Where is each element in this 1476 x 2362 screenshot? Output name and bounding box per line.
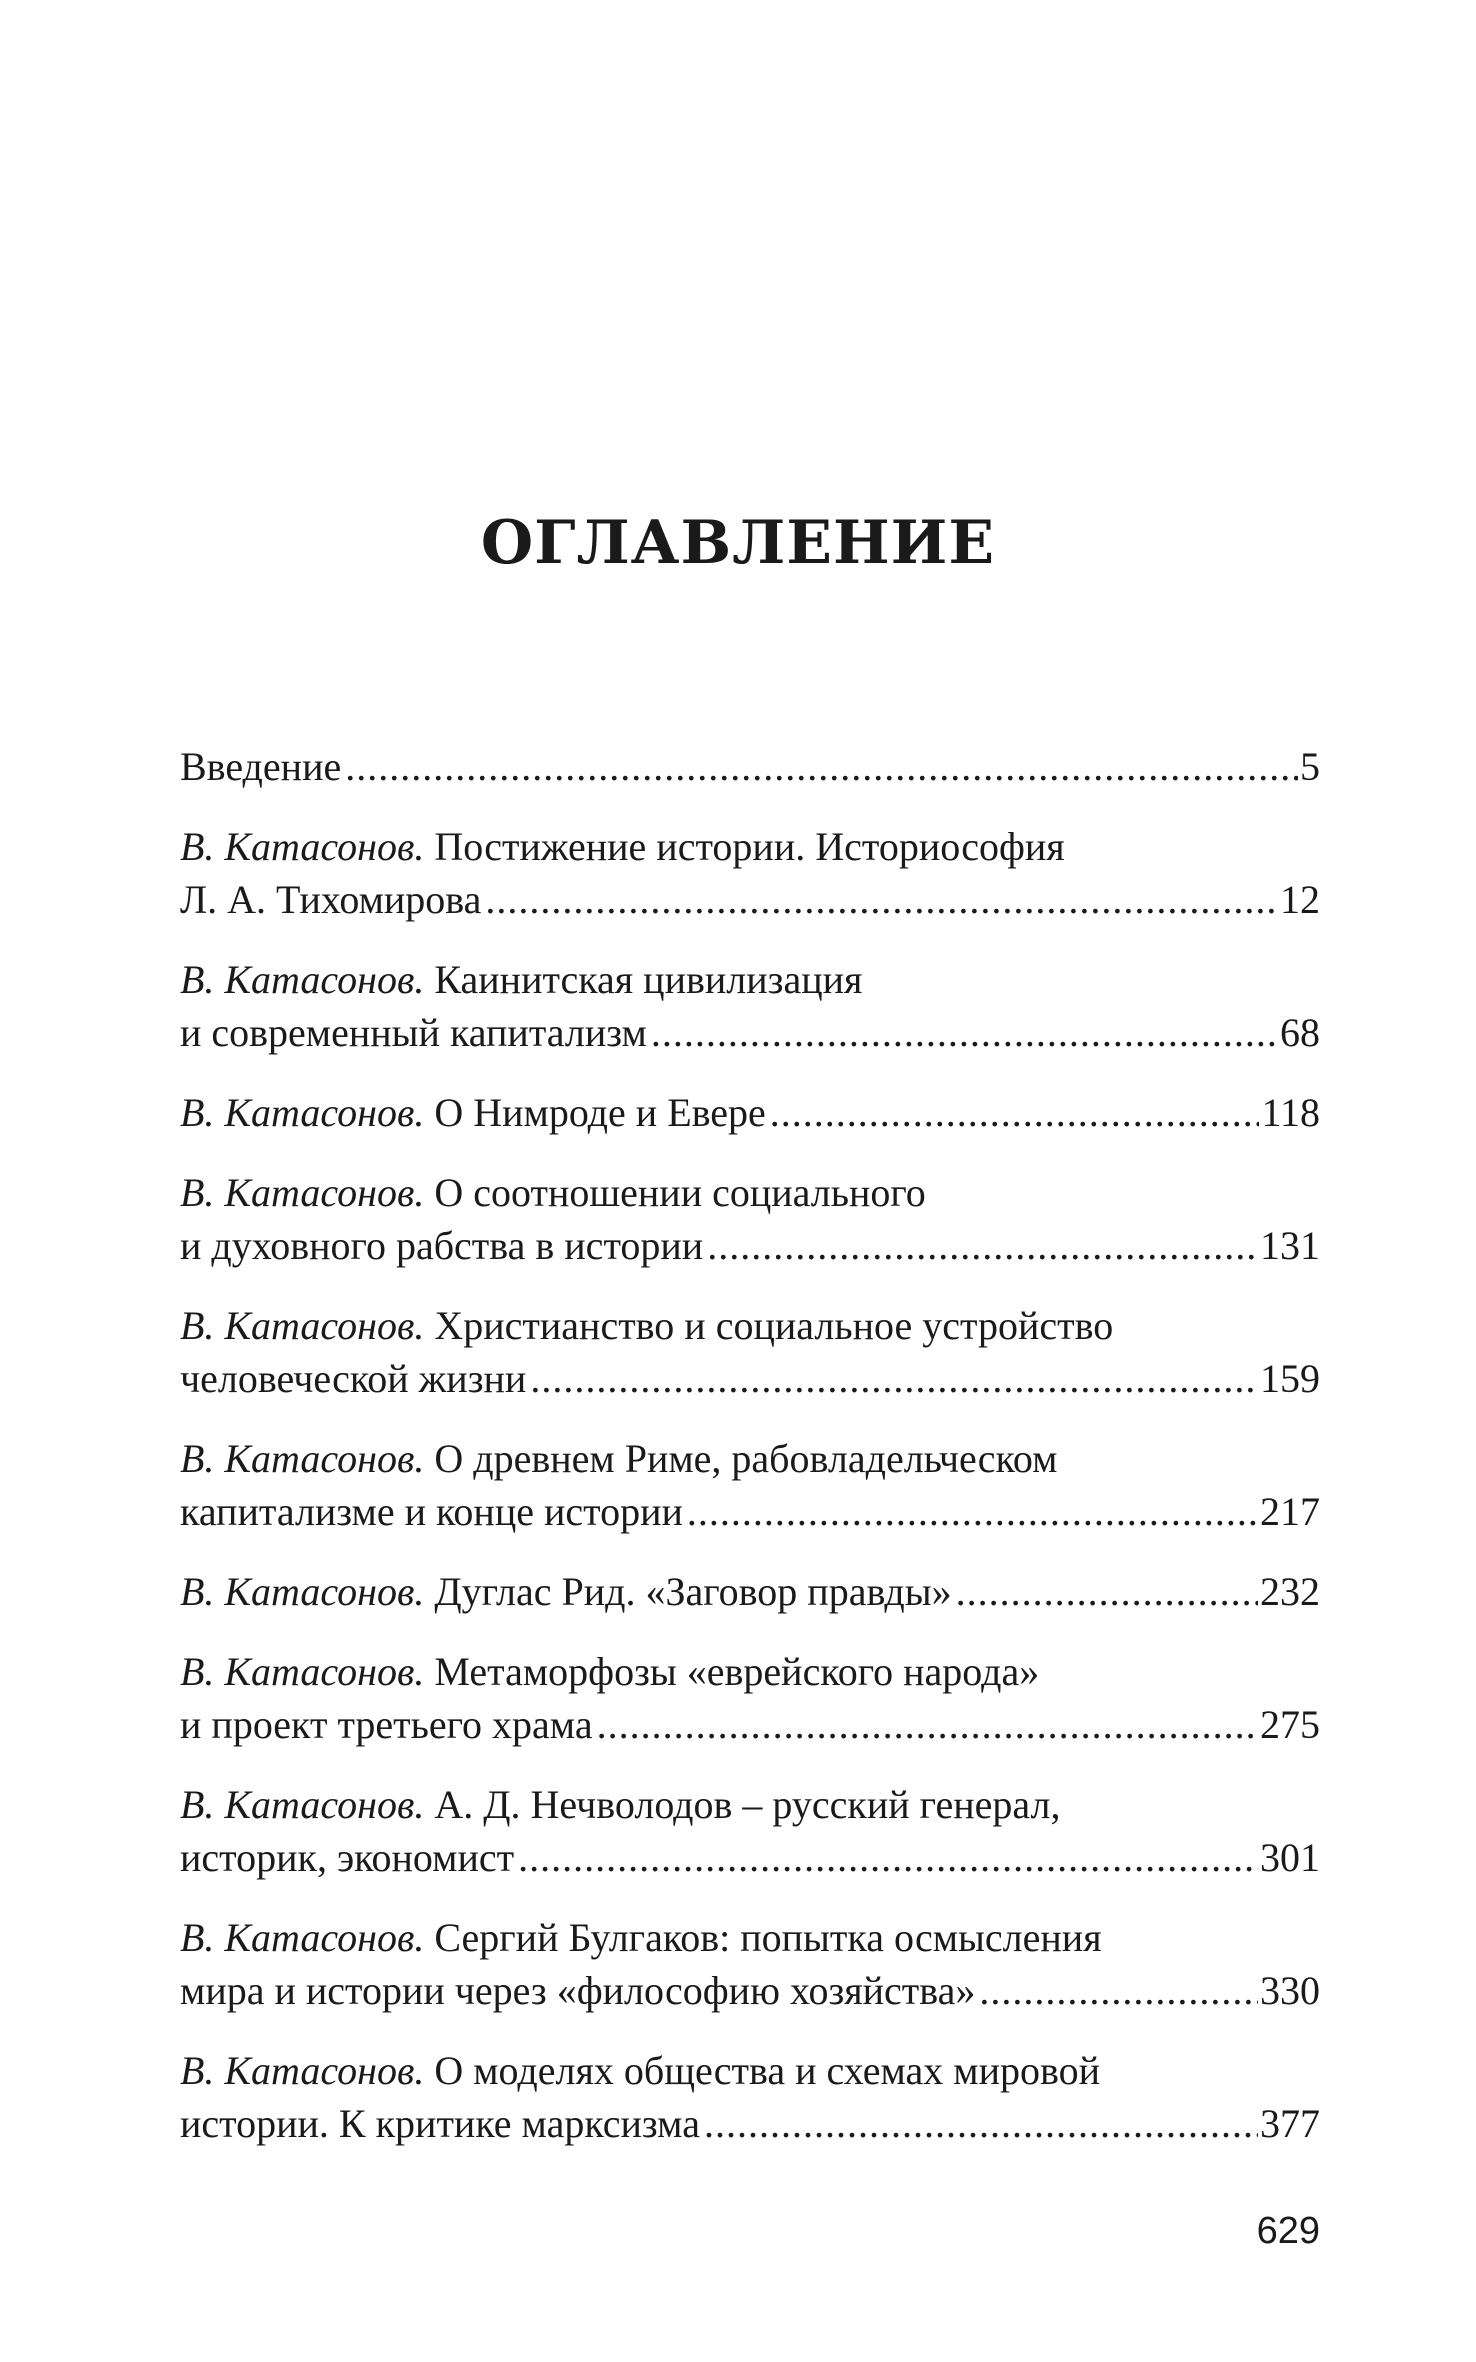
toc-entry-title: О древнем Риме, рабовладельческом [424,1436,1058,1481]
toc-author: В. Катасонов. [180,1170,425,1215]
toc-entry-title-continued: и проект третьего храма [180,1702,593,1747]
dot-leader [979,1964,1258,2017]
toc-author: В. Катасонов. [180,1569,425,1614]
toc-entry-line [180,1219,1320,1272]
toc-entry-line [180,2097,1320,2150]
dot-leader [770,1086,1260,1139]
toc-entry-title: Введение [180,744,342,789]
toc-entry-line [180,1698,1320,1751]
toc-page-number: 68 [1280,1010,1320,1055]
toc-entry [180,1086,1320,1139]
toc-entry-line [180,1432,1320,1485]
toc-page-number: 377 [1260,2101,1320,2146]
toc-entry-title: О Нимроде и Евере [424,1090,766,1135]
toc-entry-line [180,953,1320,1006]
toc-entry-line [180,1006,1320,1059]
toc-entry-title-continued: человеческой жизни [180,1356,527,1401]
toc-entry-title-continued: и современный капитализм [180,1010,647,1055]
toc-page-number: 159 [1260,1356,1320,1401]
toc-entry-line [180,1831,1320,1884]
toc-author: В. Катасонов. [180,1649,425,1694]
toc-entry-line [180,740,1320,793]
toc-entry [180,1565,1320,1618]
toc-page-number: 118 [1261,1090,1320,1135]
toc-entry-title-continued: капитализме и конце истории [180,1489,683,1534]
toc-entry [180,2044,1320,2150]
toc-author: В. Катасонов. [180,1303,425,1348]
toc-entry-title: Дуглас Рид. «Заговор правды» [424,1569,952,1614]
toc-entry [180,820,1320,926]
toc-entry-title: А. Д. Нечволодов – русский генерал, [424,1782,1061,1827]
toc-entry-title: Метаморфозы «еврейского народа» [424,1649,1040,1694]
toc-entry-line [180,1565,1320,1618]
toc-author: В. Катасонов. [180,1915,425,1960]
toc-entry-title: Сергий Булгаков: попытка осмысления [424,1915,1102,1960]
dot-leader [345,740,1298,793]
toc-entry-title: Постижение истории. Историософия [424,824,1065,869]
toc-entry [180,1645,1320,1751]
toc-entry [180,1299,1320,1405]
toc-entry-line [180,2044,1320,2097]
toc-entry-line [180,1086,1320,1139]
toc-entry-title: О соотношении социального [424,1170,926,1215]
toc-entry [180,1166,1320,1272]
table-of-contents [180,740,1320,2177]
toc-entry-line [180,1964,1320,2017]
toc-author: В. Катасонов. [180,1090,425,1135]
toc-entry-title-continued: мира и истории через «философию хозяйства» [180,1968,976,2013]
toc-entry-line [180,873,1320,926]
toc-author: В. Катасонов. [180,2048,425,2093]
toc-author: В. Катасонов. [180,1436,425,1481]
toc-entry-title-continued: и духовного рабства в истории [180,1223,704,1268]
toc-author: В. Катасонов. [180,824,425,869]
toc-entry-title-continued: Л. А. Тихомирова [180,877,482,922]
toc-page-number: 301 [1260,1835,1320,1880]
toc-entry [180,953,1320,1059]
toc-entry-line [180,1911,1320,1964]
toc-author: В. Катасонов. [180,957,425,1002]
toc-entry-line [180,1778,1320,1831]
toc-entry-line [180,1352,1320,1405]
toc-page-number: 131 [1260,1223,1320,1268]
toc-page-number: 275 [1260,1702,1320,1747]
dot-leader [704,2097,1258,2150]
toc-entry [180,1778,1320,1884]
toc-page-number: 217 [1260,1489,1320,1534]
toc-page-number: 5 [1300,744,1320,789]
toc-entry-line [180,1485,1320,1538]
toc-entry-title-continued: историк, экономист [180,1835,515,1880]
toc-entry-title: Христианство и социальное устройство [424,1303,1114,1348]
toc-entry-title: О моделях общества и схемах мировой [424,2048,1101,2093]
toc-entry [180,1432,1320,1538]
toc-entry-title: Каинитская цивилизация [424,957,863,1002]
dot-leader [687,1485,1258,1538]
dot-leader [530,1352,1258,1405]
toc-entry [180,1911,1320,2017]
page-title: ОГЛАВЛЕНИЕ [480,508,996,578]
dot-leader [485,873,1278,926]
toc-page-number: 232 [1260,1569,1320,1614]
toc-entry-title-continued: истории. К критике марксизма [180,2101,700,2146]
toc-entry [180,740,1320,793]
toc-entry-line [180,820,1320,873]
page-number: 629 [1256,2210,1320,2252]
toc-entry-line [180,1299,1320,1352]
dot-leader [518,1831,1258,1884]
toc-entry-line [180,1645,1320,1698]
toc-entry-line [180,1166,1320,1219]
toc-page-number: 12 [1280,877,1320,922]
dot-leader [707,1219,1258,1272]
dot-leader [597,1698,1258,1751]
dot-leader [651,1006,1278,1059]
toc-page-number: 330 [1260,1968,1320,2013]
dot-leader [956,1565,1258,1618]
toc-author: В. Катасонов. [180,1782,425,1827]
